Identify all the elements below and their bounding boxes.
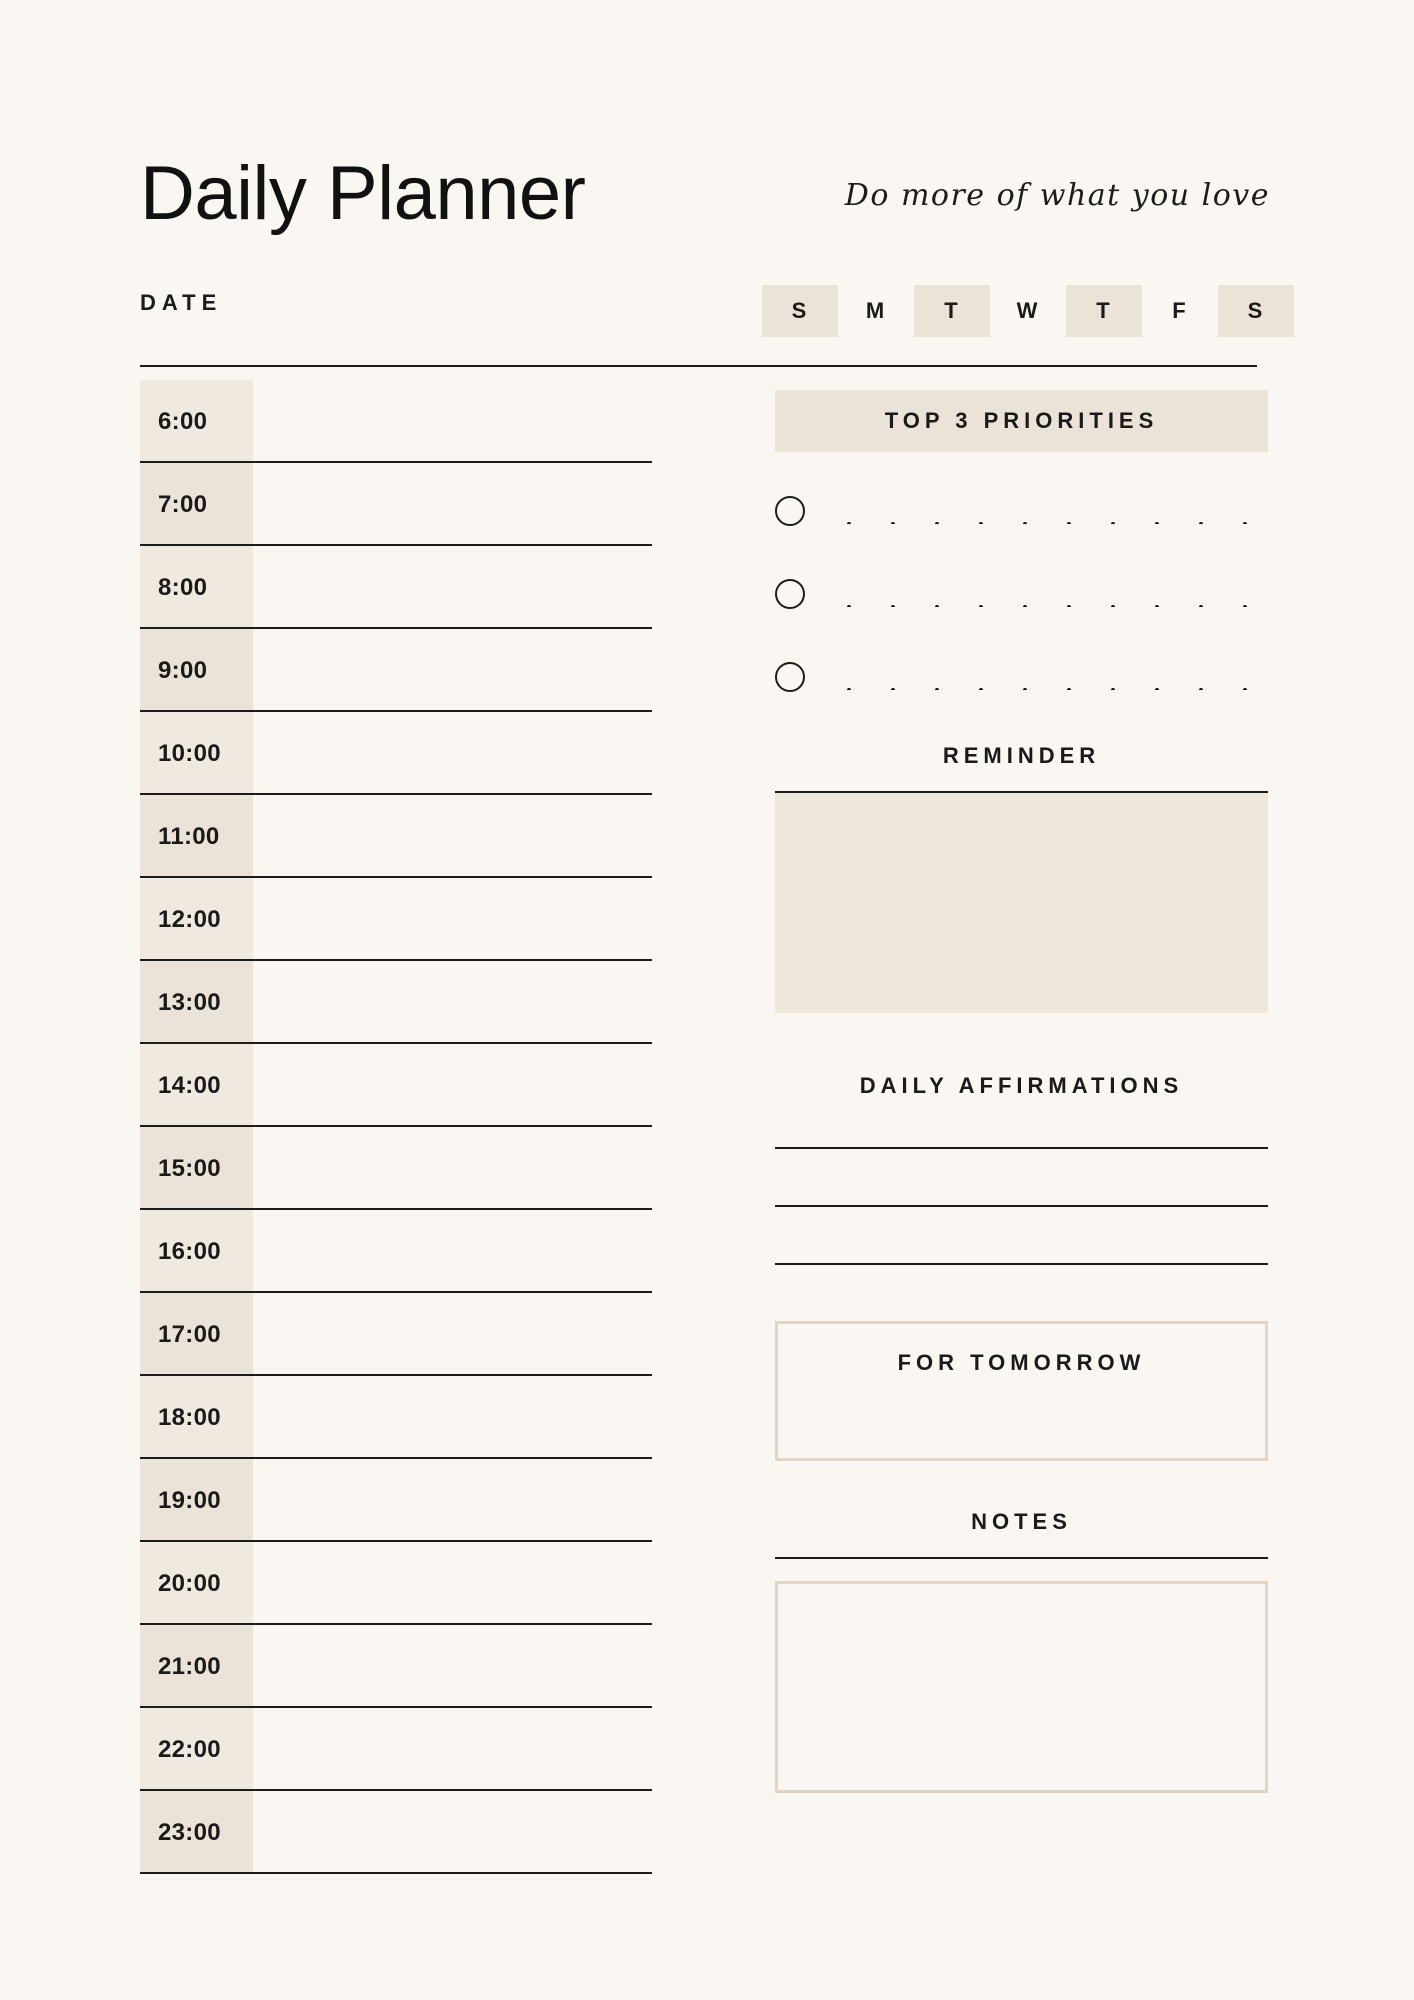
date-label: DATE — [140, 290, 223, 315]
schedule-row[interactable] — [140, 629, 652, 712]
notes-divider — [775, 1557, 1268, 1559]
schedule-entry-input[interactable] — [253, 1127, 652, 1210]
schedule-row[interactable] — [140, 1459, 652, 1542]
priorities-header — [775, 390, 1268, 452]
schedule-row[interactable] — [140, 1791, 652, 1874]
time-label: 6:00 — [158, 407, 208, 435]
schedule-entry-input[interactable] — [253, 795, 652, 878]
priorities-list — [775, 486, 1268, 735]
day-toggle-friday[interactable]: F — [1172, 298, 1188, 323]
time-cell — [140, 1459, 253, 1542]
priority-input[interactable] — [819, 587, 1267, 607]
time-cell — [140, 712, 253, 795]
time-label: 21:00 — [158, 1652, 221, 1680]
time-label: 15:00 — [158, 1154, 221, 1182]
schedule-entry-input[interactable] — [253, 380, 652, 463]
schedule-entry-input[interactable] — [253, 712, 652, 795]
time-cell — [140, 546, 253, 629]
schedule-entry-input[interactable] — [253, 1791, 652, 1874]
schedule-row[interactable] — [140, 712, 652, 795]
priority-item[interactable] — [775, 569, 1268, 652]
checkbox-circle-icon[interactable] — [775, 662, 805, 692]
priority-item[interactable] — [775, 652, 1268, 735]
right-column — [775, 390, 1268, 1793]
schedule-entry-input[interactable] — [253, 546, 652, 629]
header — [140, 151, 1270, 250]
affirmation-line-input[interactable] — [775, 1147, 1268, 1149]
reminder-input[interactable] — [775, 793, 1268, 1013]
schedule-row[interactable] — [140, 1127, 652, 1210]
time-cell — [140, 1542, 253, 1625]
time-label: 16:00 — [158, 1237, 221, 1265]
notes-input[interactable] — [775, 1581, 1268, 1793]
checkbox-circle-icon[interactable] — [775, 496, 805, 526]
schedule-entry-input[interactable] — [253, 1542, 652, 1625]
day-toggle-saturday[interactable]: S — [1218, 285, 1294, 337]
schedule-row[interactable] — [140, 1708, 652, 1791]
day-selector[interactable] — [762, 285, 1294, 337]
schedule-entry-input[interactable] — [253, 629, 652, 712]
schedule-entry-input[interactable] — [253, 961, 652, 1044]
schedule-list — [140, 380, 652, 1874]
schedule-entry-input[interactable] — [253, 463, 652, 546]
time-cell — [140, 1293, 253, 1376]
schedule-entry-input[interactable] — [253, 1376, 652, 1459]
time-label: 23:00 — [158, 1818, 221, 1846]
time-cell — [140, 1210, 253, 1293]
priority-input[interactable] — [819, 504, 1267, 524]
time-cell — [140, 380, 253, 463]
schedule-entry-input[interactable] — [253, 878, 652, 961]
schedule-row[interactable] — [140, 1376, 652, 1459]
schedule-row[interactable] — [140, 961, 652, 1044]
schedule-entry-input[interactable] — [253, 1459, 652, 1542]
time-cell — [140, 1376, 253, 1459]
day-toggle-tuesday[interactable]: T — [914, 285, 990, 337]
for-tomorrow-heading: FOR TOMORROW — [897, 1350, 1146, 1375]
day-toggle-monday[interactable]: M — [865, 298, 887, 323]
priorities-heading: TOP 3 PRIORITIES — [884, 408, 1159, 433]
schedule-entry-input[interactable] — [253, 1708, 652, 1791]
priority-item[interactable] — [775, 486, 1268, 569]
time-label: 14:00 — [158, 1071, 221, 1099]
schedule-row[interactable] — [140, 795, 652, 878]
checkbox-circle-icon[interactable] — [775, 579, 805, 609]
affirmation-line-input[interactable] — [775, 1205, 1268, 1207]
schedule-row[interactable] — [140, 1210, 652, 1293]
schedule-entry-input[interactable] — [253, 1044, 652, 1127]
time-label: 9:00 — [158, 656, 208, 684]
schedule-row[interactable] — [140, 546, 652, 629]
time-label: 19:00 — [158, 1486, 221, 1514]
tagline: Do more of what you love — [844, 178, 1270, 213]
time-label: 8:00 — [158, 573, 208, 601]
schedule-row[interactable] — [140, 1542, 652, 1625]
affirmation-line-input[interactable] — [775, 1263, 1268, 1265]
for-tomorrow-input[interactable] — [775, 1321, 1268, 1461]
time-cell — [140, 961, 253, 1044]
time-label: 22:00 — [158, 1735, 221, 1763]
time-cell — [140, 463, 253, 546]
page-title: Daily Planner — [140, 151, 586, 236]
day-toggle-thursday[interactable]: T — [1066, 285, 1142, 337]
time-cell — [140, 1791, 253, 1874]
time-cell — [140, 878, 253, 961]
header-divider — [140, 365, 1257, 367]
time-cell — [140, 1625, 253, 1708]
schedule-entry-input[interactable] — [253, 1625, 652, 1708]
affirmations-list — [775, 1147, 1268, 1265]
schedule-row[interactable] — [140, 878, 652, 961]
time-cell — [140, 1044, 253, 1127]
time-label: 20:00 — [158, 1569, 221, 1597]
time-label: 11:00 — [158, 822, 220, 850]
time-cell — [140, 629, 253, 712]
schedule-entry-input[interactable] — [253, 1210, 652, 1293]
time-label: 13:00 — [158, 988, 221, 1016]
schedule-row[interactable] — [140, 1293, 652, 1376]
schedule-row[interactable] — [140, 463, 652, 546]
time-label: 7:00 — [158, 490, 208, 518]
schedule-entry-input[interactable] — [253, 1293, 652, 1376]
affirmations-heading: DAILY AFFIRMATIONS — [859, 1073, 1184, 1098]
time-label: 17:00 — [158, 1320, 221, 1348]
row-divider — [140, 1872, 652, 1874]
time-label: 18:00 — [158, 1403, 221, 1431]
schedule-row[interactable] — [140, 1625, 652, 1708]
reminder-heading: REMINDER — [942, 743, 1101, 768]
notes-heading: NOTES — [971, 1509, 1072, 1534]
time-label: 10:00 — [158, 739, 221, 767]
time-cell — [140, 795, 253, 878]
time-cell — [140, 1708, 253, 1791]
day-toggle-sunday[interactable]: S — [762, 285, 838, 337]
time-cell — [140, 1127, 253, 1210]
day-toggle-wednesday[interactable]: W — [1016, 298, 1040, 323]
schedule-row[interactable] — [140, 380, 652, 463]
schedule-row[interactable] — [140, 1044, 652, 1127]
priority-input[interactable] — [819, 670, 1267, 690]
time-label: 12:00 — [158, 905, 221, 933]
